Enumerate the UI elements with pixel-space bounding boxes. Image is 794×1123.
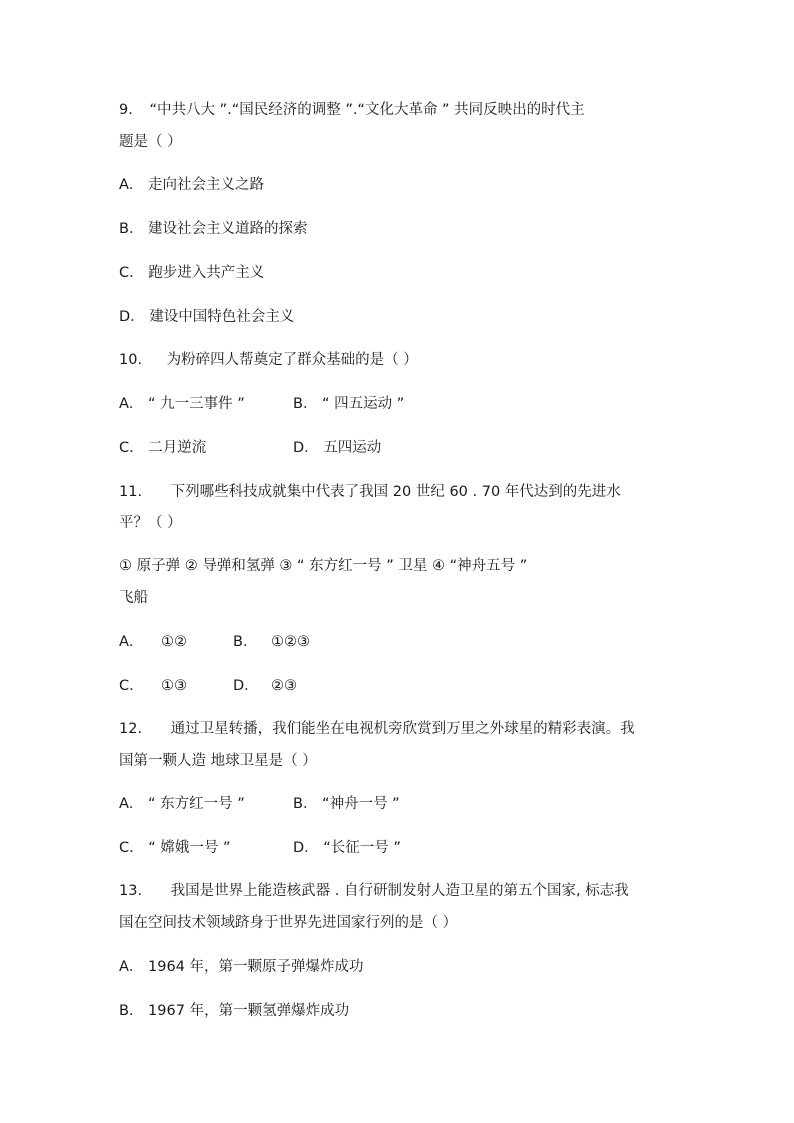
question-12-line-1 — [119, 719, 635, 739]
question-text: “中共八大 ”.“国民经济的调整 ”.“文化大革命 ” 共同反映出的时代主 — [149, 102, 585, 118]
option-a: A． “ 九一三事件 ” — [119, 396, 245, 412]
option-c-value: ①③ — [161, 678, 187, 694]
question-number: 9. — [119, 102, 133, 118]
question-text: 通过卫星转播，我们能坐在电视机旁欣赏到万里之外球星的精彩表演。我 — [170, 721, 635, 737]
option-d: D． “长征一号 ” — [293, 840, 401, 856]
option-row-2 — [119, 676, 297, 696]
option-d: D． 建设中国特色社会主义 — [119, 309, 295, 325]
question-text: 我国是世界上能造核武器 . 自行研制发射人造卫星的第五个国家, 标志我 — [170, 883, 629, 899]
option-row-1 — [119, 632, 310, 652]
question-11-line-1 — [119, 482, 621, 502]
option-b-value: ①②③ — [271, 634, 310, 650]
option-b: B． 1967 年，第一颗氢弹爆炸成功 — [119, 1003, 350, 1019]
option-a: A． “ 东方红一号 ” — [119, 796, 245, 812]
question-number: 10. — [119, 352, 143, 368]
option-row-2 — [119, 838, 401, 858]
question-number: 13. — [119, 883, 143, 899]
question-9-line-1 — [119, 100, 585, 120]
option-b: B． “ 四五运动 ” — [293, 396, 405, 412]
question-text: 为粉碎四人帮奠定了群众基础的是（ ） — [166, 352, 418, 368]
option-c: C． 跑步进入共产主义 — [119, 265, 265, 281]
option-a-value: ①② — [161, 634, 187, 650]
question-11-items-line-1: ① 原子弹 ② 导弹和氢弹 ③ “ 东方红一号 ” 卫星 ④ “神舟五号 ” — [119, 558, 528, 574]
question-11-line-2: 平？（ ） — [119, 515, 182, 531]
option-b: B． “神舟一号 ” — [293, 796, 400, 812]
question-number: 11. — [119, 484, 143, 500]
option-d-label: D． — [233, 678, 259, 694]
option-a: A． 1964 年，第一颗原子弹爆炸成功 — [119, 959, 364, 975]
option-d-value: ②③ — [271, 678, 297, 694]
question-text: 下列哪些科技成就集中代表了我国 20 世纪 60 . 70 年代达到的先进水 — [170, 484, 621, 500]
option-row-1 — [119, 394, 404, 414]
question-9-line-2: 题是（ ） — [119, 134, 182, 150]
question-10-line-1 — [119, 350, 418, 370]
option-a-label: A． — [119, 634, 144, 650]
option-row-2 — [119, 438, 381, 458]
option-a: A． 走向社会主义之路 — [119, 177, 265, 193]
question-12-line-2: 国第一颗人造 地球卫星是（ ） — [119, 753, 317, 769]
question-11-items-line-2: 飞船 — [119, 590, 148, 606]
option-c: C． “ 嫦娥一号 ” — [119, 840, 231, 856]
option-row-1 — [119, 794, 400, 814]
option-d: D． 五四运动 — [293, 440, 382, 456]
question-13-line-2: 国在空间技术领域跻身于世界先进国家行列的是（ ） — [119, 915, 458, 931]
question-number: 12. — [119, 721, 143, 737]
option-b: B． 建设社会主义道路的探索 — [119, 221, 308, 237]
question-13-line-1 — [119, 881, 629, 901]
option-c: C． 二月逆流 — [119, 440, 207, 456]
option-b-label: B． — [233, 634, 258, 650]
option-c-label: C． — [119, 678, 144, 694]
